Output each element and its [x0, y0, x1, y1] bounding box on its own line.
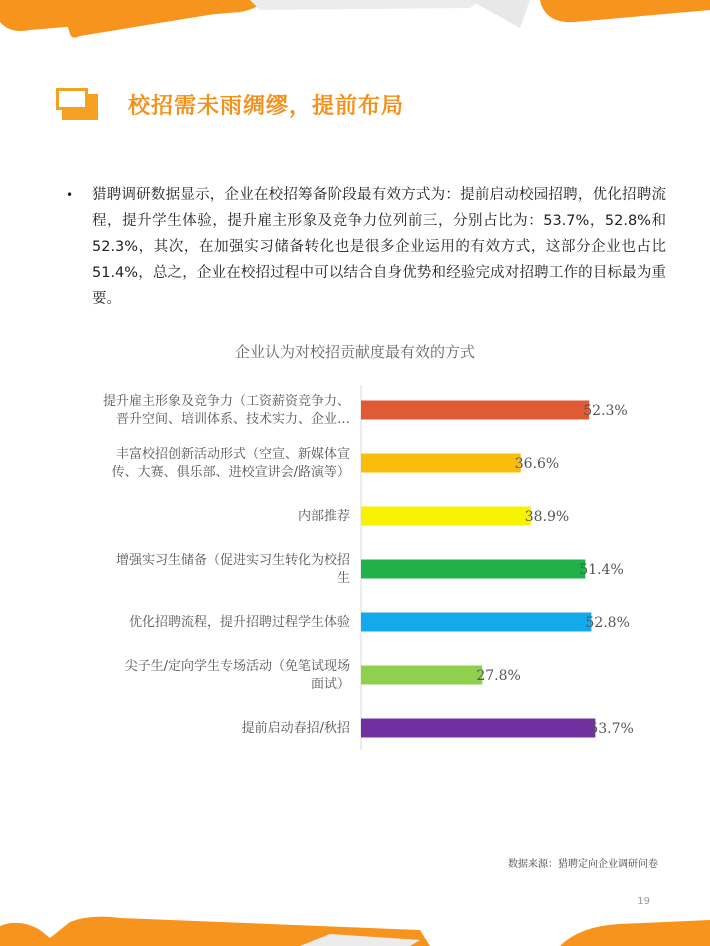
bar-3: [361, 560, 585, 579]
section-heading: [56, 88, 404, 120]
category-label-1-1: 传、大赛、俱乐部、进校宣讲会/路演等）: [111, 465, 350, 480]
bar-5: [361, 666, 482, 685]
data-label-4: 52.8%: [585, 615, 630, 631]
category-label-5-1: 面试）: [310, 677, 350, 692]
bullet-icon: •: [66, 188, 74, 202]
bar-4: [361, 613, 591, 632]
window-icon: [56, 88, 98, 120]
page-title: 校招需未雨绸缪，提前布局: [128, 93, 405, 119]
bar-2: [361, 507, 531, 526]
bottom-decoration-band: [0, 912, 710, 946]
bar-6: [361, 719, 595, 738]
summary-paragraph: [66, 182, 666, 312]
data-label-5: 27.8%: [476, 668, 521, 684]
data-label-6: 53.7%: [589, 721, 634, 737]
page-number: 19: [637, 896, 650, 907]
category-label-5-0: 尖子生/定向学生专场活动（免笔试现场: [124, 659, 350, 674]
data-label-1: 36.6%: [514, 456, 560, 472]
category-label-4-0: 优化招聘流程，提升招聘过程学生体验: [128, 615, 350, 630]
bar-1: [361, 454, 521, 473]
category-label-2-0: 内部推荐: [297, 509, 350, 524]
category-label-1-0: 丰富校招创新活动形式（空宣、新媒体宣: [115, 447, 350, 462]
top-decoration-band: [0, 0, 710, 40]
bar-0: [361, 401, 589, 420]
bar-chart: [0, 330, 710, 770]
data-label-3: 51.4%: [579, 562, 624, 578]
category-label-6-0: 提前启动春招/秋招: [241, 721, 350, 736]
data-label-2: 38.9%: [524, 509, 570, 525]
category-label-0-0: 提升雇主形象及竞争力（工资薪资竞争力、: [102, 394, 350, 409]
data-source: 数据来源：猎聘定向企业调研问卷: [508, 859, 658, 870]
summary-text: 猎聘调研数据显示，企业在校招筹备阶段最有效方式为：提前启动校园招聘，优化招聘流程，提升学生体验，提升雇主形象及竞争力位列前三，分别占比为：53.7%，52.8%和52.3%，其次，在加强实习储备转化也是很多企业运用的有效方式，这部分企业也占比51.4%，总之，企业在校招过程中可以结合自身优势和经验完成对招聘工作的目标最为重要。: [92, 187, 666, 307]
category-label-3-0: 增强实习生储备（促进实习生转化为校招: [115, 553, 350, 568]
category-label-0-1: 晋升空间、培训体系、技术实力、企业…: [115, 412, 350, 427]
category-label-3-1: 生: [336, 571, 350, 586]
chart-title: 企业认为对校招贡献度最有效的方式: [234, 343, 476, 361]
data-label-0: 52.3%: [583, 403, 628, 419]
